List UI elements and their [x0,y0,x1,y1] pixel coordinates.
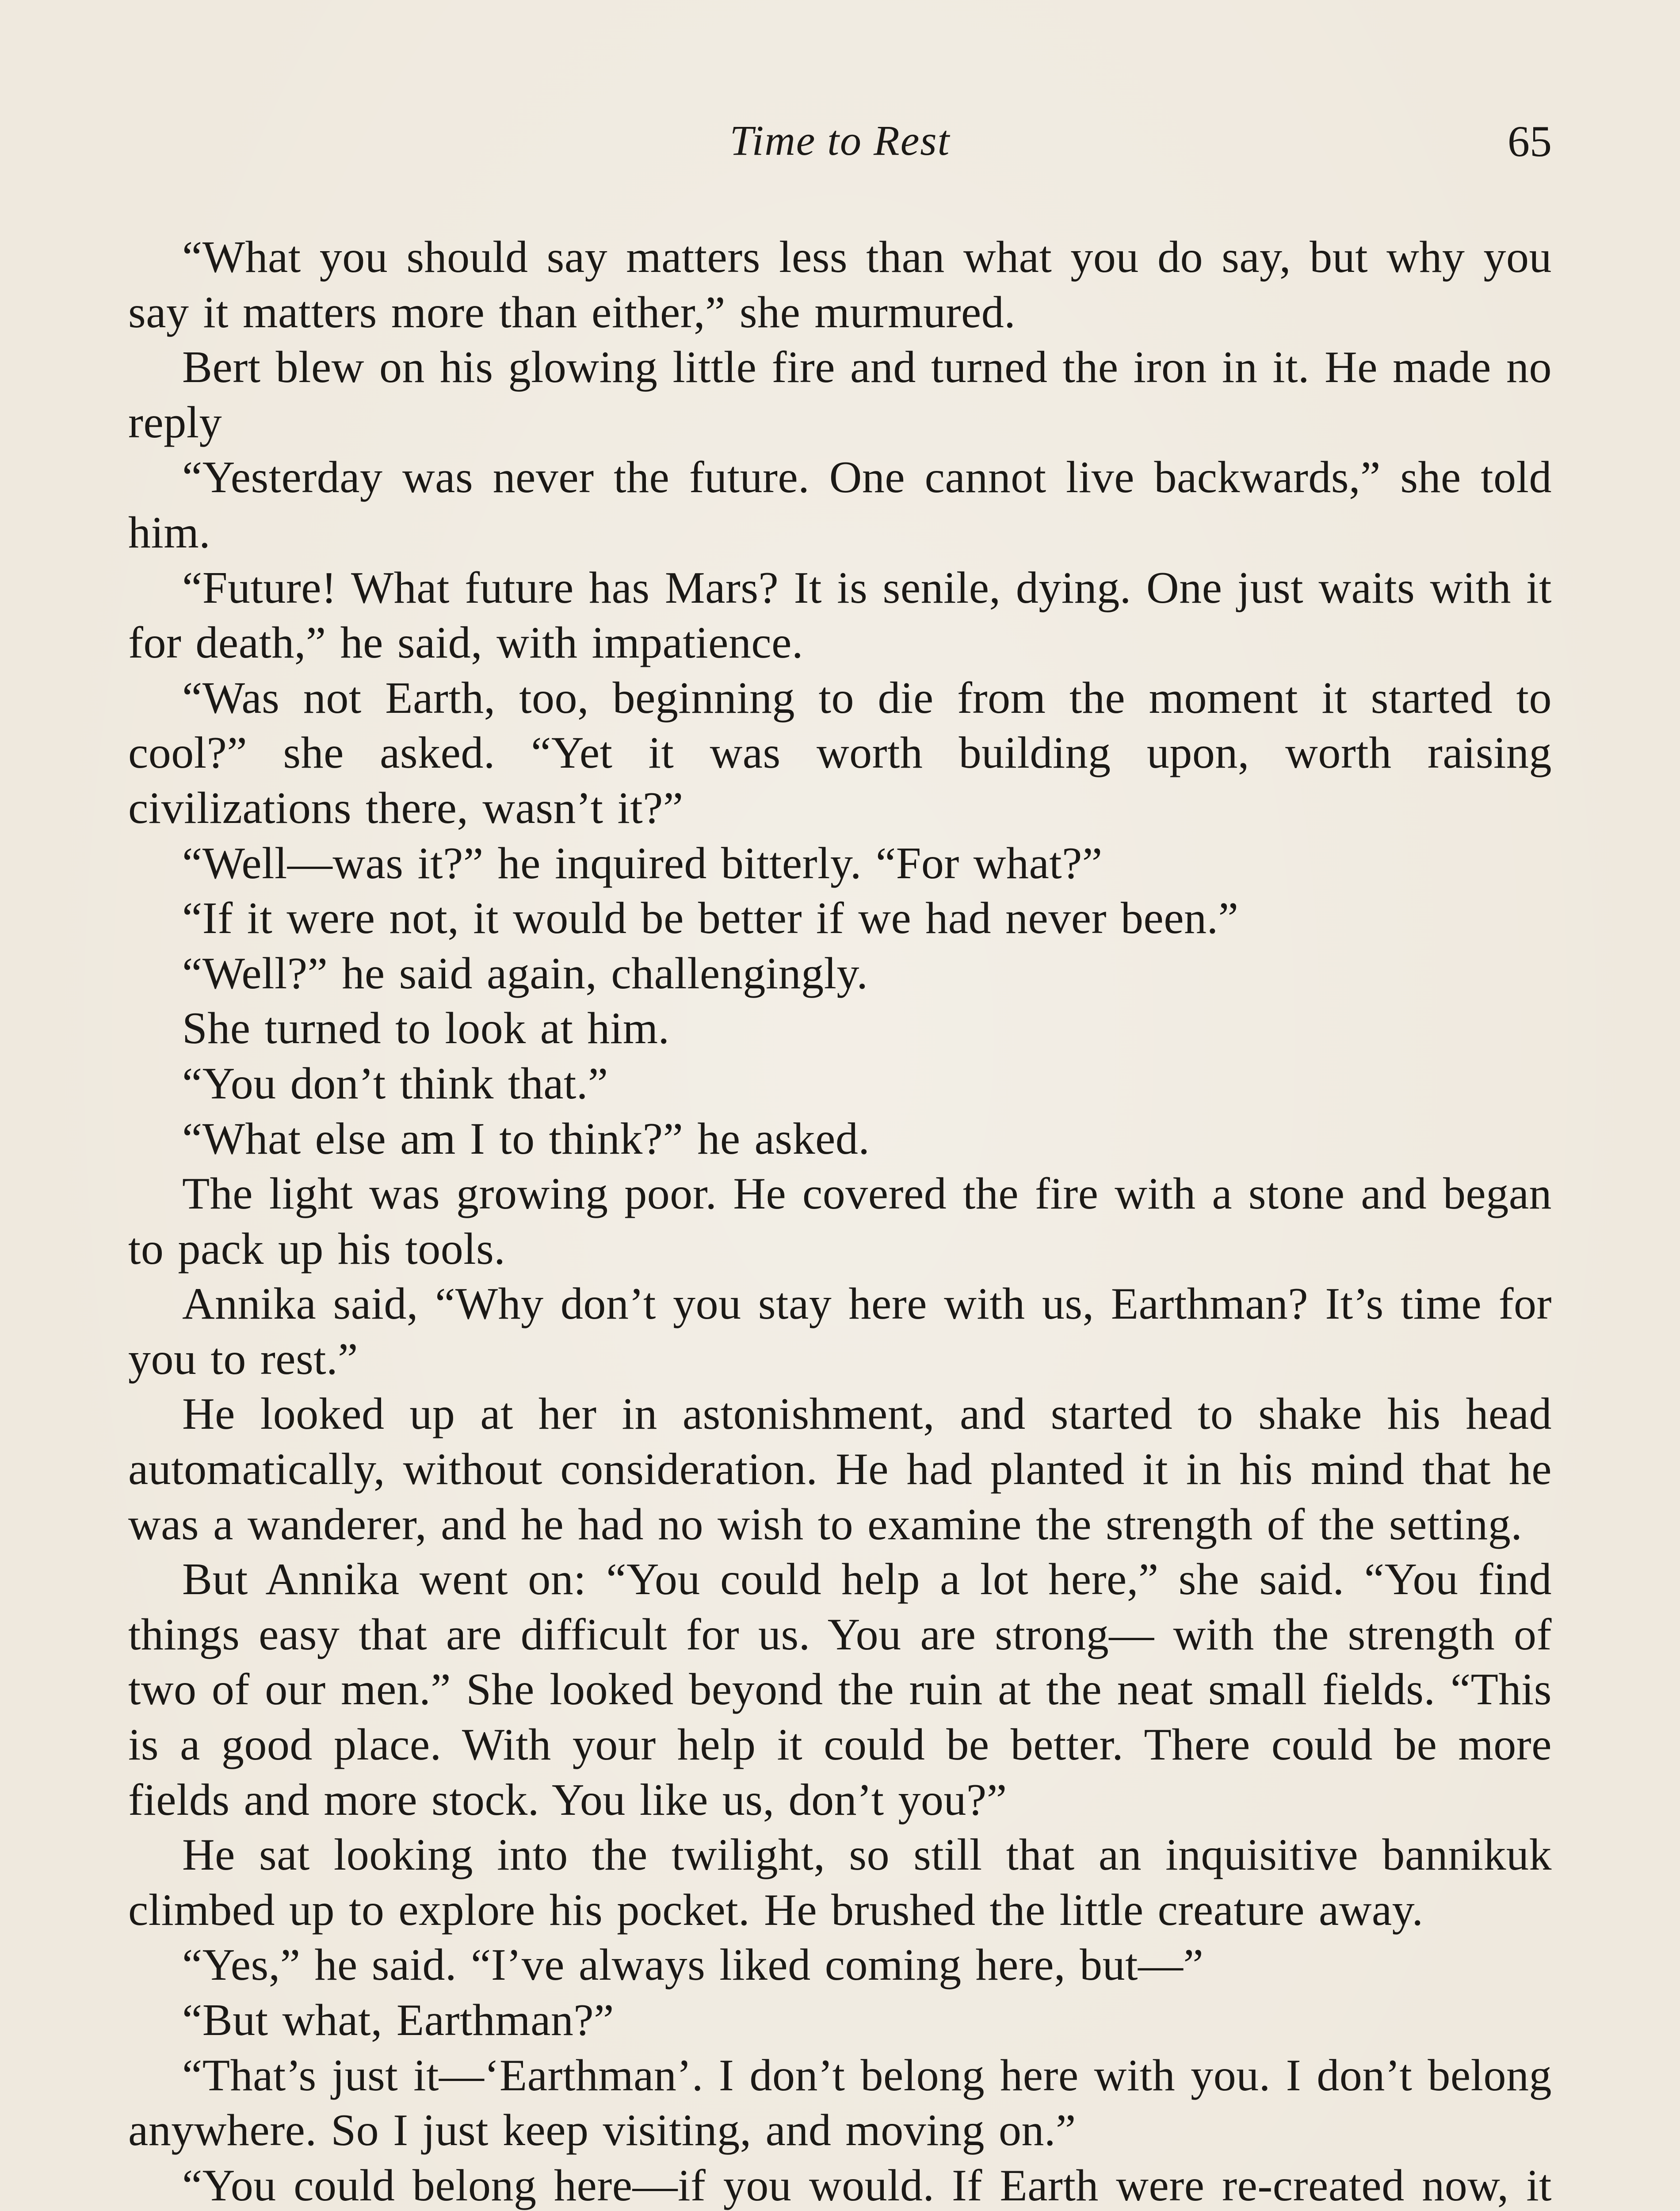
page-number: 65 [1508,117,1552,166]
paragraph: “What you should say matters less than what you do say, but why you say it matters more than either,” she murmured. [128,232,1552,337]
paragraph: “Was not Earth, too, beginning to die from the moment it started to cool?” she asked. “Yet it was worth building upon, worth raising civilizations there, wasn’t it?” [128,673,1552,833]
paragraph: Annika said, “Why don’t you stay here with us, Earthman? It’s time for you to rest.” [128,1279,1552,1384]
paragraph: “You could belong here—if you would. If Earth were re-created now, it [182,2160,1552,2211]
paragraph: Bert blew on his glowing little fire and turned the iron in it. He made no reply [128,342,1552,448]
paragraph: “What else am I to think?” he asked. [182,1113,870,1164]
paragraph: But Annika went on: “You could help a lot here,” she said. “You find things easy that are difficult for us. You are strong— with the strength of two of our men.” She looked beyond the ruin at the neat small fields. “This is a good place. With your help it could be better. There could be more fields and more stock. You like us, don’t you?” [128,1554,1552,1825]
paragraph: She turned to look at him. [182,1003,670,1054]
paragraph: He looked up at her in astonishment, and started to shake his head automatically, without consideration. He had planted it in his mind that he was a wanderer, and he had no wish to examine the strength of the setting. [128,1389,1552,1549]
paragraph: “Yes,” he said. “I’ve always liked coming here, but—” [182,1940,1204,1990]
paragraph: “Future! What future has Mars? It is senile, dying. One just waits with it for death,” he said, with impatience. [128,562,1552,668]
chapter-title: Time to Rest [729,117,951,164]
body-text [128,230,1552,2211]
running-head [128,116,1552,178]
paragraph: He sat looking into the twilight, so still that an inquisitive bannikuk climbed up to explore his pocket. He brushed the little creature away. [128,1830,1552,1935]
paragraph: The light was growing poor. He covered the fire with a stone and began to pack up his tools. [128,1169,1552,1274]
paragraph: “Yesterday was never the future. One cannot live backwards,” she told him. [128,452,1552,558]
paragraph: “Well—was it?” he inquired bitterly. “For what?” [182,838,1103,888]
paragraph: “That’s just it—‘Earthman’. I don’t belong here with you. I don’t belong anywhere. So I just keep visiting, and moving on.” [128,2050,1552,2156]
paragraph: “But what, Earthman?” [182,1995,614,2045]
paragraph: “You don’t think that.” [182,1058,608,1109]
paragraph: “Well?” he said again, challengingly. [182,948,868,998]
paragraph: “If it were not, it would be better if we had never been.” [182,893,1239,944]
